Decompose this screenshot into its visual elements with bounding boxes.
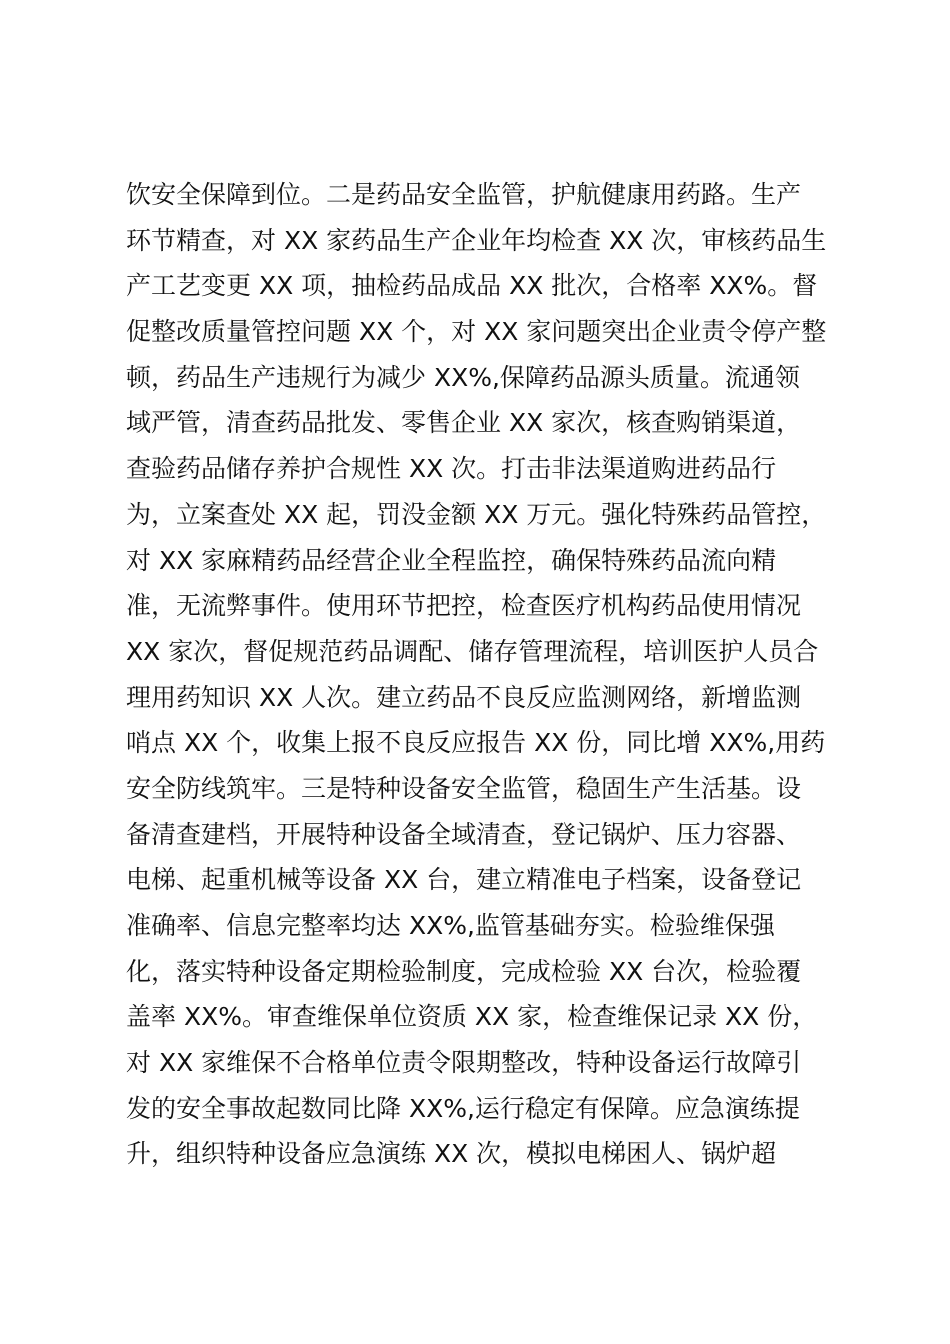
- text-line: 为，立案查处 XX 起，罚没金额 XX 万元。强化特殊药品管控，: [126, 499, 827, 529]
- text-line: 升，组织特种设备应急演练 XX 次，模拟电梯困人、锅炉超: [126, 1139, 777, 1169]
- text-line: 发的安全事故起数同比降 XX%,运行稳定有保障。应急演练提: [126, 1093, 800, 1123]
- text-line: 安全防线筑牢。三是特种设备安全监管，稳固生产生活基。设: [126, 773, 802, 803]
- text-line: 顿，药品生产违规行为减少 XX%,保障药品源头质量。流通领: [126, 362, 800, 392]
- text-line: 促整改质量管控问题 XX 个，对 XX 家问题突出企业责令停产整: [126, 317, 827, 347]
- text-line: 盖率 XX%。审查维保单位资质 XX 家，检查维保记录 XX 份，: [126, 1002, 818, 1032]
- text-line: XX 家次，督促规范药品调配、储存管理流程，培训医护人员合: [126, 636, 819, 666]
- body-text: [126, 172, 836, 1177]
- text-line: 备清查建档，开展特种设备全域清查，登记锅炉、压力容器、: [126, 819, 802, 849]
- text-line: 准确率、信息完整率均达 XX%,监管基础夯实。检验维保强: [126, 911, 775, 940]
- text-line: 产工艺变更 XX 项，抽检药品成品 XX 批次，合格率 XX%。督: [126, 271, 818, 301]
- text-line: 对 XX 家维保不合格单位责令限期整改，特种设备运行故障引: [126, 1048, 802, 1078]
- text-line: 环节精查，对 XX 家药品生产企业年均检查 XX 次，审核药品生: [126, 225, 827, 255]
- text-line: 理用药知识 XX 人次。建立药品不良反应监测网络，新增监测: [126, 682, 802, 712]
- text-line: 哨点 XX 个，收集上报不良反应报告 XX 份，同比增 XX%,用药: [126, 728, 826, 758]
- text-line: 查验药品储存养护合规性 XX 次。打击非法渠道购进药品行: [126, 454, 777, 484]
- text-line: 对 XX 家麻精药品经营企业全程监控，确保特殊药品流向精: [126, 545, 777, 575]
- text-line: 饮安全保障到位。二是药品安全监管，护航健康用药路。生产: [126, 180, 802, 209]
- text-line: 准，无流弊事件。使用环节把控，检查医疗机构药品使用情况: [126, 591, 802, 621]
- text-line: 化，落实特种设备定期检验制度，完成检验 XX 台次，检验覆: [126, 956, 802, 986]
- text-line: 电梯、起重机械等设备 XX 台，建立精准电子档案，设备登记: [126, 865, 802, 895]
- text-line: 域严管，清查药品批发、零售企业 XX 家次，核查购销渠道，: [126, 408, 802, 438]
